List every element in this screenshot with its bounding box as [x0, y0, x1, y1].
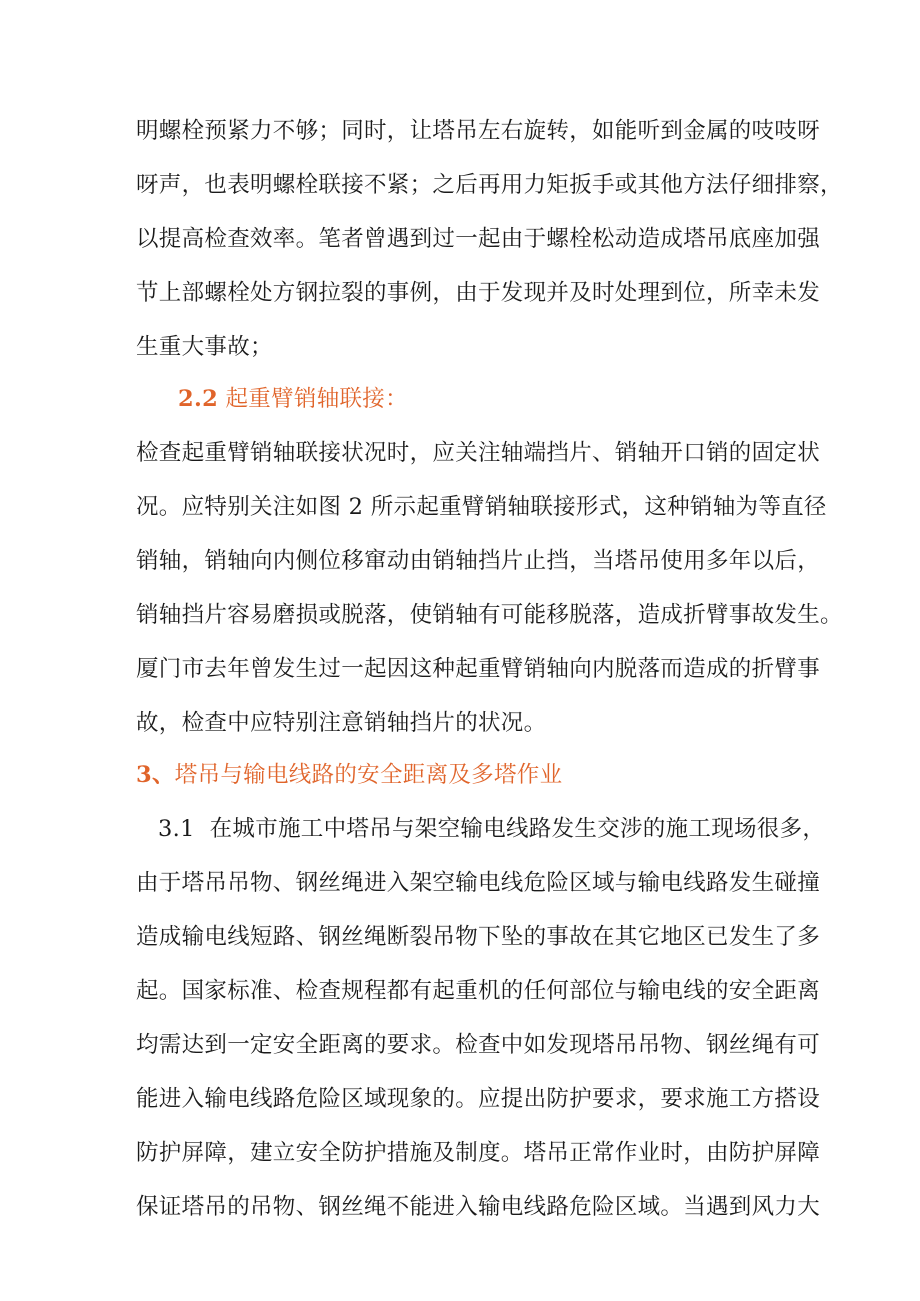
- paragraph-3-line-8: 保证塔吊的吊物、钢丝绳不能进入输电线路危险区域。当遇到风力大: [136, 1194, 821, 1220]
- paragraph-1-line-3: 以提高检查效率。笔者曾遇到过一起由于螺栓松动造成塔吊底座加强: [136, 226, 821, 252]
- paragraph-3-line-2: 由于塔吊吊物、钢丝绳进入架空输电线危险区域与输电线路发生碰撞: [136, 870, 821, 896]
- section-heading-2-2-number: 2.2: [178, 386, 219, 412]
- section-heading-2-2-title: 起重臂销轴联接：: [225, 386, 408, 412]
- paragraph-2-line-3: 销轴，销轴向内侧位移窜动由销轴挡片止挡，当塔吊使用多年以后，: [136, 548, 821, 574]
- section-heading-3-title: 塔吊与输电线路的安全距离及多塔作业: [174, 762, 563, 788]
- section-heading-2-2: [178, 384, 408, 414]
- paragraph-3-line-1: [158, 814, 825, 844]
- paragraph-1-line-4: 节上部螺栓处方钢拉裂的事例，由于发现并及时处理到位，所幸未发: [136, 280, 821, 306]
- paragraph-1-line-2: 呀声，也表明螺栓联接不紧；之后再用力矩扳手或其他方法仔细排察，: [136, 172, 843, 198]
- paragraph-3-number: 3.1: [158, 816, 195, 842]
- section-heading-3: [136, 760, 562, 790]
- paragraph-1-line-5: 生重大事故；: [136, 334, 273, 360]
- paragraph-2-line-1: 检查起重臂销轴联接状况时，应关注轴端挡片、销轴开口销的固定状: [136, 440, 821, 466]
- paragraph-3-line-6: 能进入输电线路危险区域现象的。应提出防护要求，要求施工方搭设: [136, 1086, 821, 1112]
- paragraph-2-line-2: 况。应特别关注如图 2 所示起重臂销轴联接形式，这种销轴为等直径: [136, 494, 827, 520]
- paragraph-2-line-4: 销轴挡片容易磨损或脱落，使销轴有可能移脱落，造成折臂事故发生。: [136, 602, 843, 628]
- paragraph-3-line-4: 起。国家标准、检查规程都有起重机的任何部位与输电线的安全距离: [136, 978, 821, 1004]
- paragraph-2-line-6: 故，检查中应特别注意销轴挡片的状况。: [136, 710, 547, 736]
- paragraph-1-line-1: 明螺栓预紧力不够；同时，让塔吊左右旋转，如能听到金属的吱吱呀: [136, 118, 821, 144]
- paragraph-3-line-7: 防护屏障，建立安全防护措施及制度。塔吊正常作业时，由防护屏障: [136, 1140, 821, 1166]
- section-heading-3-number: 3、: [136, 762, 175, 788]
- paragraph-2-line-5: 厦门市去年曾发生过一起因这种起重臂销轴向内脱落而造成的折臂事: [136, 656, 821, 682]
- paragraph-3-line-1-text: 在城市施工中塔吊与架空输电线路发生交涉的施工现场很多，: [209, 816, 826, 842]
- paragraph-3-line-5: 均需达到一定安全距离的要求。检查中如发现塔吊吊物、钢丝绳有可: [136, 1032, 821, 1058]
- paragraph-3-line-3: 造成输电线短路、钢丝绳断裂吊物下坠的事故在其它地区已发生了多: [136, 924, 821, 950]
